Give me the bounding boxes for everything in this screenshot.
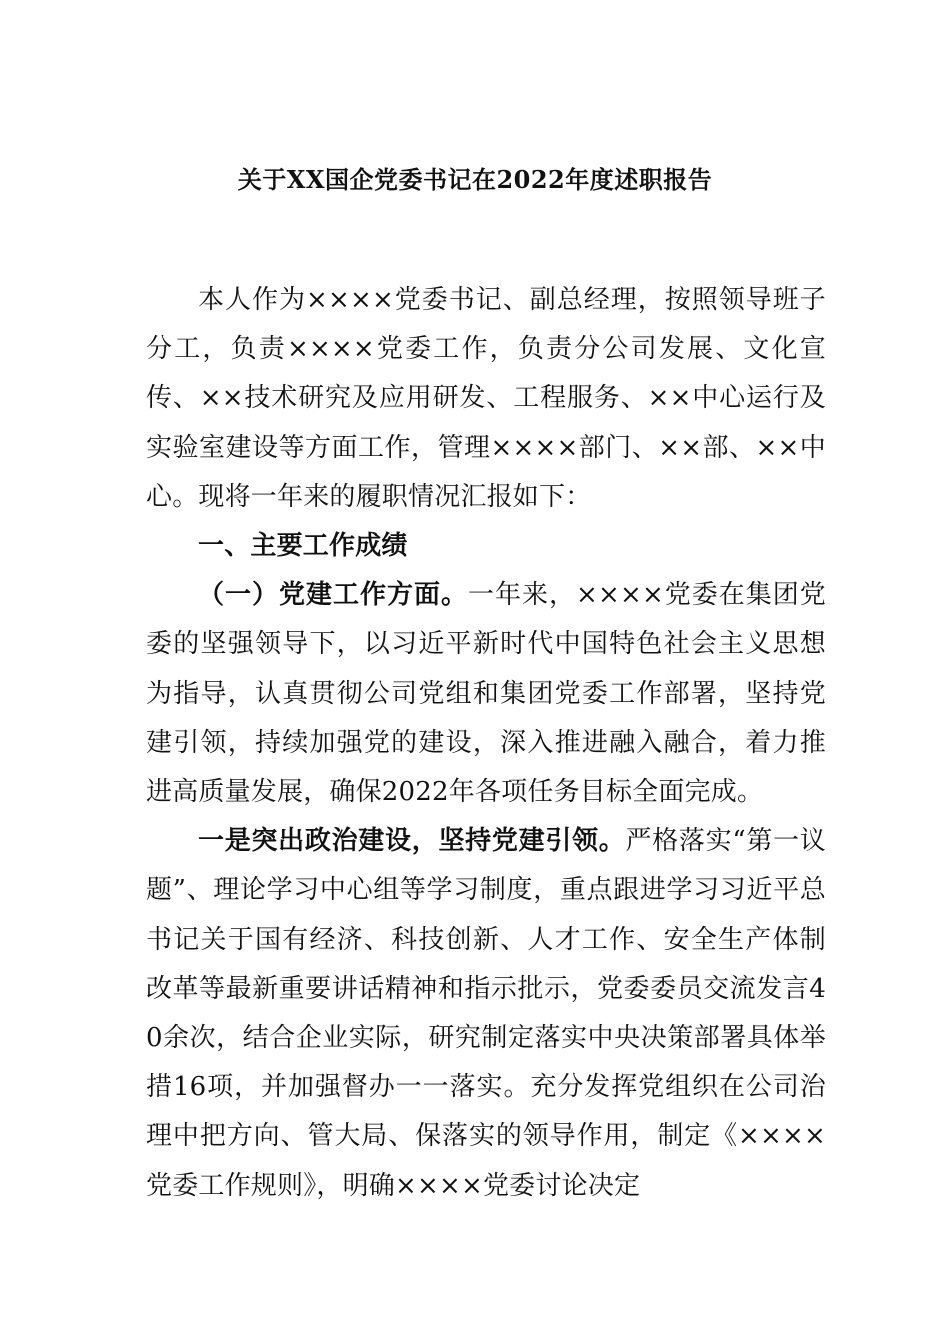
- document-body: [146, 276, 826, 1211]
- intro-paragraph: [146, 276, 826, 522]
- political-building-paragraph: [146, 817, 826, 1211]
- paragraph-text: 严格落实“第一议题”、理论学习中心组等学习制度，重点跟进学习习近平总书记关于国有经济、科技创新、人才工作、安全生产体制改革等最新重要讲话精神和指示批示，党委委员交流发言40余次，结合企业实际，研究制定落实中央决策部署具体举措16项，并加强督办一一落实。充分发挥党组织在公司治理中把方向、管大局、保落实的领导作用，制定《××××党委工作规则》，明确××××党委讨论决定: [146, 826, 826, 1201]
- paragraph-lead: （一）党建工作方面。: [198, 580, 469, 611]
- paragraph-lead: 一是突出政治建设，坚持党建引领。: [198, 826, 626, 857]
- document-title: 关于XX国企党委书记在2022年度述职报告: [237, 165, 713, 194]
- paragraph-text: 一年来，××××党委在集团党委的坚强领导下，以习近平新时代中国特色社会主义思想为指导，认真贯彻公司党组和集团党委工作部署，坚持党建引领，持续加强党的建设，深入推进融入融合，着力推进高质量发展，确保2022年各项任务目标全面完成。: [146, 580, 826, 808]
- paragraph-text: 本人作为××××党委书记、副总经理，按照领导班子分工，负责××××党委工作，负责分公司发展、文化宣传、××技术研究及应用研发、工程服务、××中心运行及实验室建设等方面工作，管理××××部门、××部、××中心。现将一年来的履职情况汇报如下：: [146, 285, 826, 512]
- section-heading: 一、主要工作成绩: [198, 531, 408, 562]
- party-building-paragraph: [146, 571, 826, 817]
